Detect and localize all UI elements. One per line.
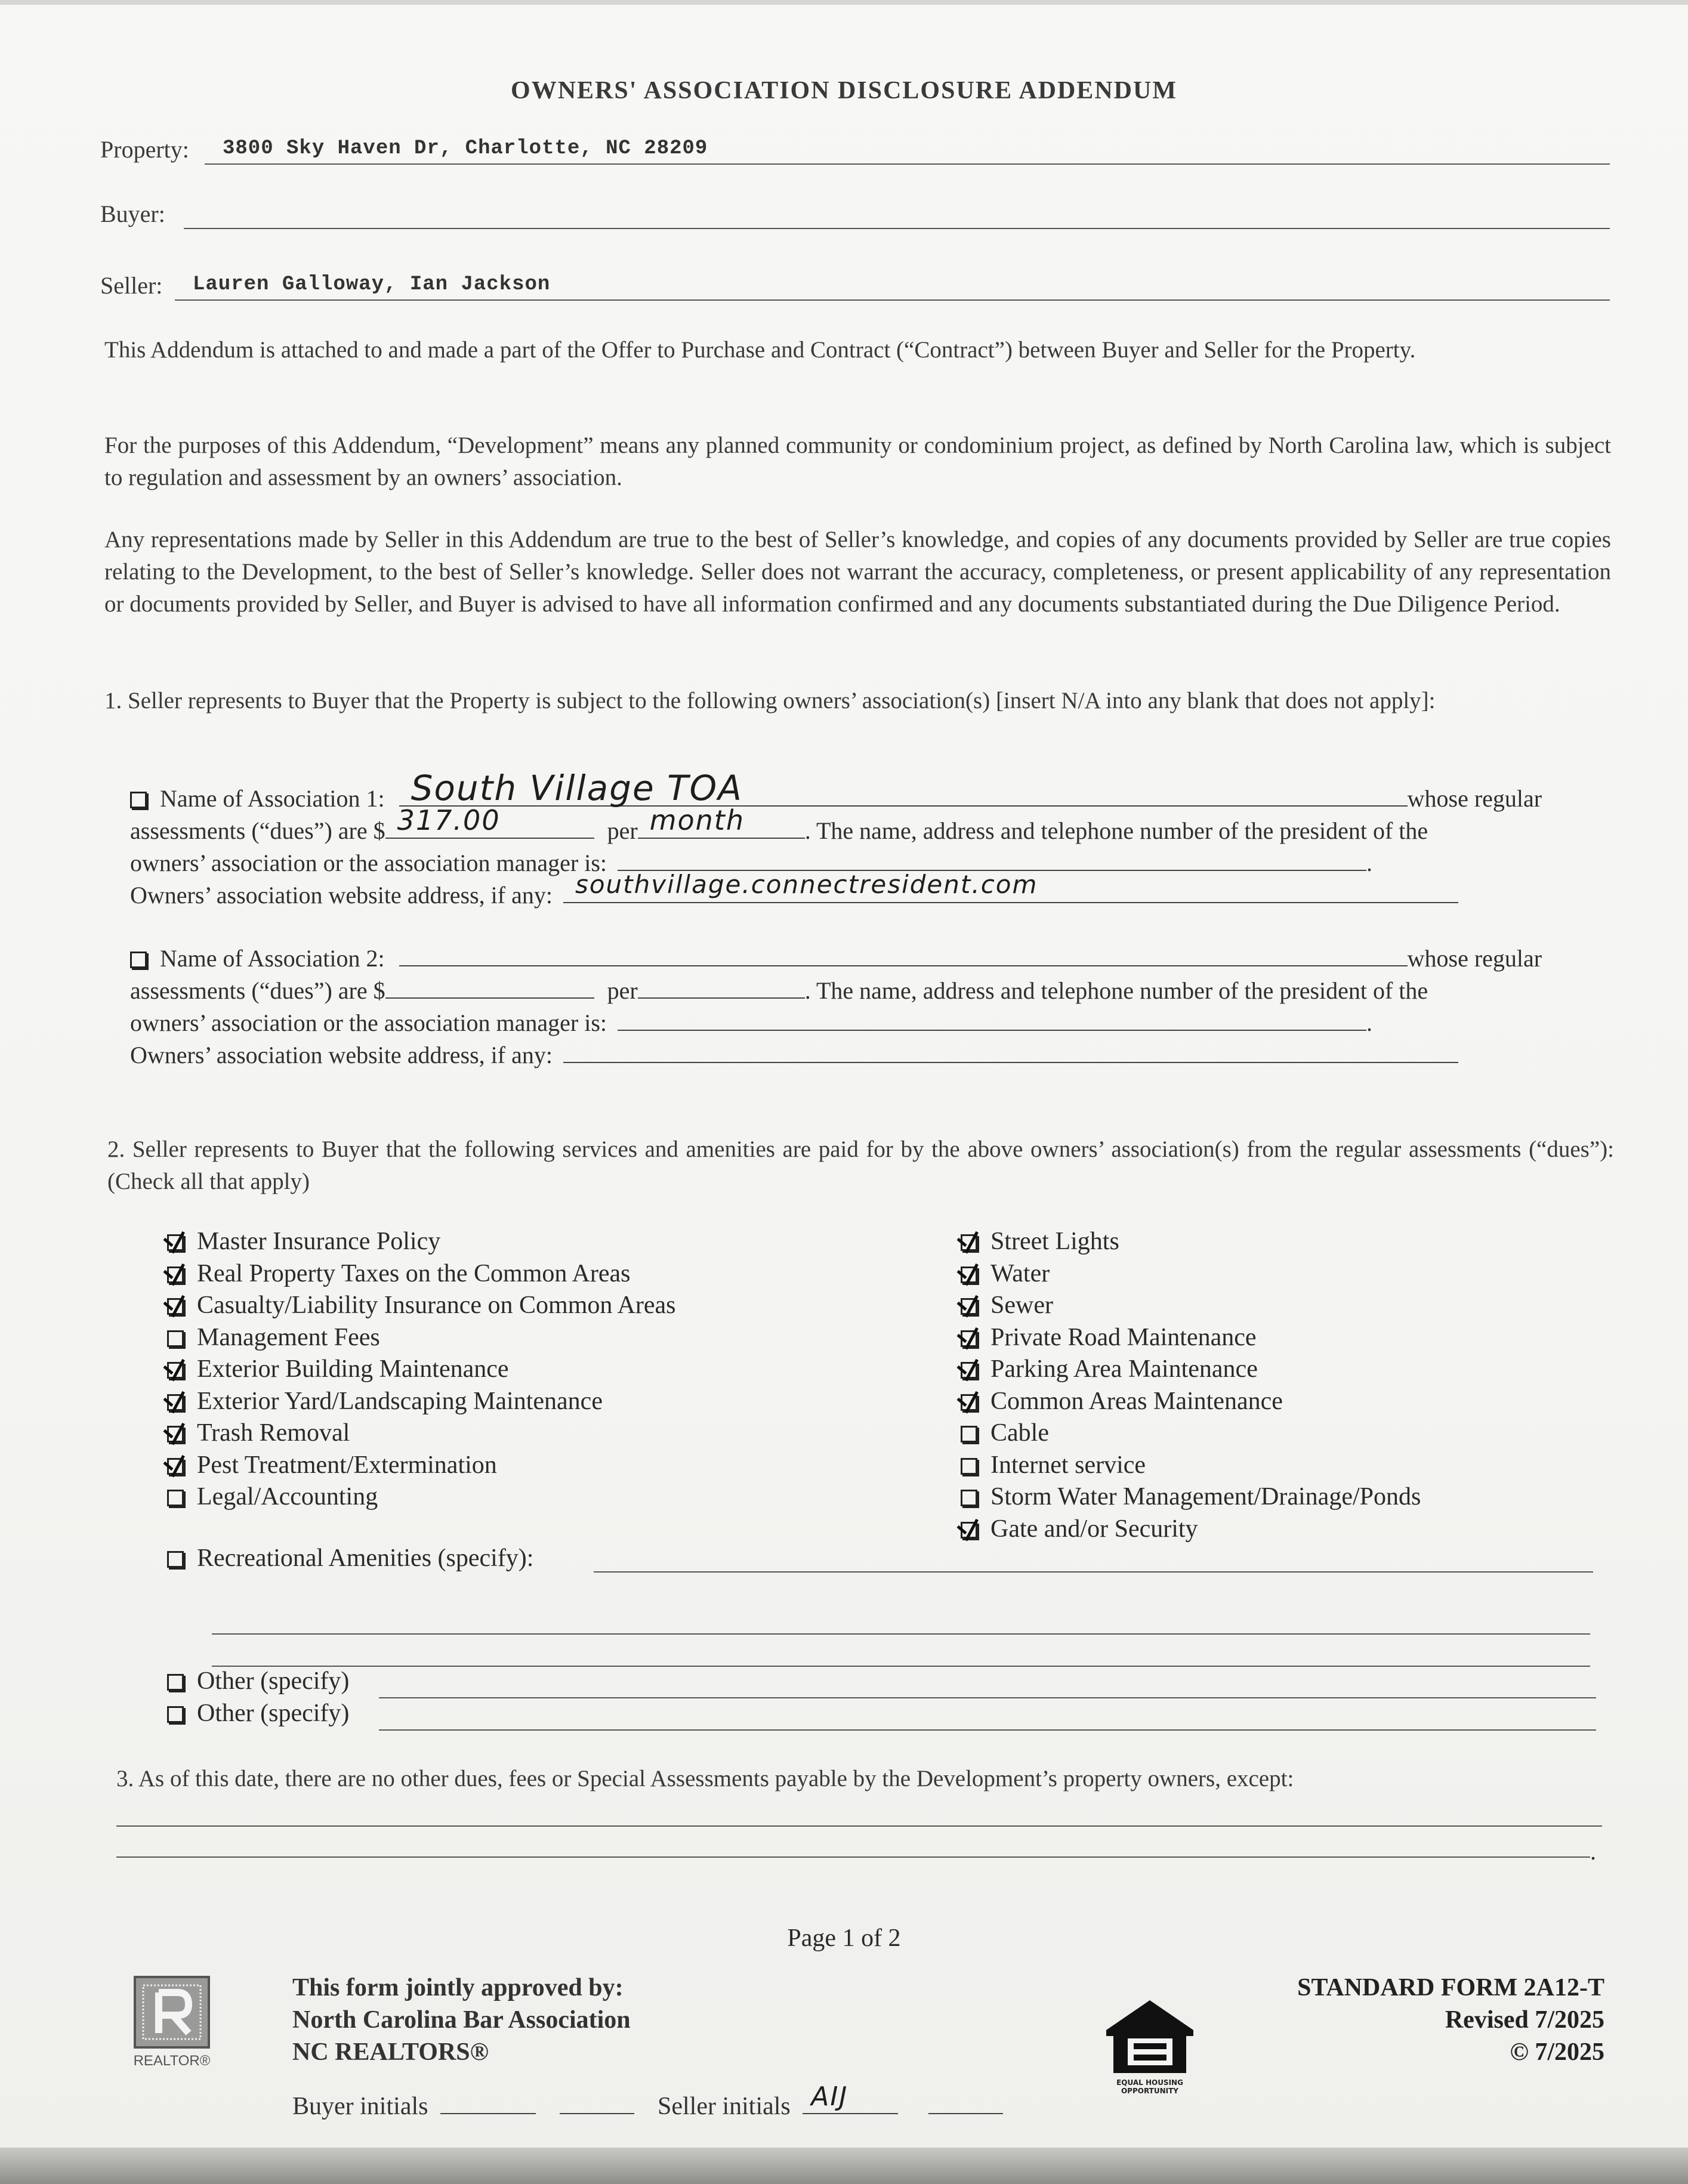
left-amenity-item — [167, 1417, 676, 1450]
section-3-line-2[interactable] — [116, 1856, 1590, 1858]
approval-line-3: NC REALTORS® — [292, 2038, 489, 2066]
section-3-paragraph: 3. As of this date, there are no other dues, fees or Special Assessments payable by the Development’s property owners, except: — [116, 1766, 1294, 1791]
property-line[interactable] — [205, 163, 1610, 165]
section-3-line-1[interactable] — [116, 1825, 1602, 1827]
checkbox-icon[interactable] — [167, 1426, 184, 1442]
association-1-dues-label: assessments (“dues”) are $ — [130, 817, 385, 844]
association-2-name-label: Name of Association 2: — [160, 945, 385, 972]
checkbox-icon[interactable] — [961, 1266, 977, 1283]
other-2-label: Other (specify) — [197, 1700, 350, 1727]
association-2-whose-regular: whose regular — [1407, 945, 1542, 972]
left-amenity-item — [167, 1386, 676, 1418]
amenity-label: Pest Treatment/Extermination — [197, 1451, 497, 1479]
association-1-website-field[interactable] — [563, 870, 1458, 903]
checkbox-icon[interactable] — [961, 1362, 977, 1379]
seller-label: Seller: — [100, 272, 163, 299]
association-2-manager-field[interactable] — [618, 1007, 1366, 1031]
checkbox-icon[interactable] — [961, 1522, 977, 1539]
amenity-label: Casualty/Liability Insurance on Common Areas — [197, 1292, 676, 1319]
seller-initials-value: AIJ — [811, 2081, 848, 2112]
section-2-paragraph: 2. Seller represents to Buyer that the following services and amenities are paid for by the above owners’ association(s) from the regular assessments (“dues”): (Check all that apply) — [107, 1136, 1614, 1194]
checkbox-icon[interactable] — [961, 1426, 977, 1442]
eho-text-1: EQUAL HOUSING — [1116, 2078, 1183, 2087]
realtor-r-logo-icon — [130, 1975, 214, 2070]
seller-field — [100, 268, 1610, 304]
association-1-per-field[interactable] — [638, 804, 805, 839]
association-2-manager-label: owners’ association or the association manager is: — [130, 1009, 607, 1036]
association-1-name-value: South Village TOA — [411, 768, 743, 808]
checkbox-icon[interactable] — [167, 1298, 184, 1315]
other-2-line[interactable] — [379, 1729, 1596, 1731]
association-1-block — [130, 768, 1610, 912]
scan-edge-bottom — [0, 2148, 1688, 2184]
checkbox-icon[interactable] — [167, 1394, 184, 1411]
scan-edge-top — [0, 0, 1688, 5]
amenity-label: Real Property Taxes on the Common Areas — [197, 1259, 631, 1287]
left-amenity-item — [167, 1258, 676, 1290]
right-amenity-item — [961, 1417, 1421, 1450]
amenity-label: Cable — [990, 1419, 1049, 1447]
checkbox-icon[interactable] — [961, 1394, 977, 1411]
seller-line[interactable] — [175, 299, 1610, 301]
approval-line-2: North Carolina Bar Association — [292, 2006, 631, 2034]
amenity-label: Exterior Building Maintenance — [197, 1355, 509, 1383]
recreational-amenities-line-1[interactable] — [594, 1571, 1593, 1573]
right-amenity-item — [961, 1258, 1421, 1290]
association-2-per-label: per — [607, 977, 638, 1004]
approval-line-1: This form jointly approved by: — [292, 1974, 624, 2001]
association-1-manager-field[interactable] — [618, 847, 1366, 871]
amenity-label: Parking Area Maintenance — [990, 1355, 1258, 1383]
left-amenity-item — [167, 1481, 676, 1513]
definition-paragraph: For the purposes of this Addendum, “Development” means any planned community or condominium project, as defined by North Carolina law, which is subject to regulation and assessment by an owners’ association. — [104, 433, 1611, 490]
property-field — [100, 132, 1610, 168]
form-id-block — [1297, 1972, 1604, 2068]
amenity-label: Common Areas Maintenance — [990, 1387, 1283, 1415]
association-1-website-label: Owners’ association website address, if any: — [130, 882, 553, 909]
amenity-label: Gate and/or Security — [990, 1515, 1198, 1543]
association-2-per-field[interactable] — [638, 975, 805, 999]
association-2-checkbox-icon[interactable] — [130, 952, 147, 968]
association-1-per-value: month — [649, 804, 745, 836]
amenity-label: Storm Water Management/Drainage/Ponds — [990, 1483, 1421, 1510]
section-1-paragraph: 1. Seller represents to Buyer that the Property is subject to the following owners’ association(s) [insert N/A into any blank that does not apply]: — [104, 688, 1436, 713]
amenity-label: Trash Removal — [197, 1419, 350, 1447]
association-1-whose-regular: whose regular — [1407, 785, 1542, 812]
amenity-label: Sewer — [990, 1292, 1053, 1319]
seller-value: Lauren Galloway, Ian Jackson — [193, 273, 551, 296]
property-value: 3800 Sky Haven Dr, Charlotte, NC 28209 — [223, 137, 708, 160]
recreational-amenities-label: Recreational Amenities (specify): — [197, 1544, 534, 1572]
checkbox-icon[interactable] — [961, 1458, 977, 1475]
association-1-name-label: Name of Association 1: — [160, 785, 385, 812]
other-1-checkbox-icon[interactable] — [167, 1674, 184, 1691]
eho-text-2: OPPORTUNITY — [1121, 2087, 1179, 2095]
buyer-field — [100, 197, 1610, 233]
left-amenity-item — [167, 1322, 676, 1354]
checkbox-icon[interactable] — [167, 1458, 184, 1475]
left-amenity-item — [167, 1354, 676, 1386]
amenity-label: Internet service — [990, 1451, 1146, 1479]
association-1-website-value: southvillage.connectresident.com — [575, 870, 1038, 899]
checkbox-icon[interactable] — [167, 1362, 184, 1379]
right-amenity-item — [961, 1450, 1421, 1482]
intro-paragraph: This Addendum is attached to and made a part of the Offer to Purchase and Contract (“Contract”) between Buyer and Seller for the Property. — [104, 337, 1416, 363]
equal-housing-house-icon — [1098, 1995, 1202, 2097]
right-amenity-item — [961, 1386, 1421, 1418]
association-1-name-field[interactable] — [399, 768, 1408, 808]
right-amenity-item — [961, 1513, 1421, 1546]
association-1-manager-period: . — [1366, 849, 1373, 876]
amenity-label: Street Lights — [990, 1228, 1119, 1255]
page-number: Page 1 of 2 — [787, 1924, 901, 1952]
other-1-label: Other (specify) — [197, 1667, 350, 1695]
checkbox-icon[interactable] — [961, 1234, 977, 1251]
association-2-manager-period: . — [1366, 1009, 1373, 1036]
seller-initials-field-2[interactable] — [928, 2088, 1003, 2114]
recreational-amenities-row — [167, 1543, 1593, 1575]
association-1-per-label: per — [607, 817, 638, 844]
recreational-amenities-checkbox-icon[interactable] — [167, 1551, 184, 1568]
section-3-period: . — [1590, 1838, 1596, 1865]
right-amenity-item — [961, 1481, 1421, 1513]
association-2-dues-field[interactable] — [385, 975, 594, 999]
buyer-line[interactable] — [184, 228, 1610, 229]
buyer-initials-field-1[interactable] — [440, 2088, 536, 2114]
right-amenity-item — [961, 1290, 1421, 1322]
checkbox-icon[interactable] — [167, 1490, 184, 1506]
amenity-label: Legal/Accounting — [197, 1483, 378, 1510]
other-specify-row-1 — [167, 1666, 349, 1698]
association-1-checkbox-icon[interactable] — [130, 792, 147, 808]
association-2-website-label: Owners’ association website address, if any: — [130, 1042, 553, 1068]
form-revised: Revised 7/2025 — [1445, 2006, 1604, 2034]
seller-initials-label: Seller initials — [657, 2093, 791, 2120]
amenity-label: Master Insurance Policy — [197, 1228, 441, 1255]
amenity-label: Exterior Yard/Landscaping Maintenance — [197, 1387, 603, 1415]
amenity-label: Management Fees — [197, 1323, 380, 1351]
right-amenity-item — [961, 1226, 1421, 1258]
association-2-president-text: . The name, address and telephone number of the president of the — [804, 977, 1428, 1004]
association-1-dues-field[interactable] — [385, 804, 594, 839]
association-2-name-field[interactable] — [399, 943, 1408, 966]
amenities-left-column — [167, 1226, 676, 1513]
association-2-dues-label: assessments (“dues”) are $ — [130, 977, 385, 1004]
document-title: OWNERS' ASSOCIATION DISCLOSURE ADDENDUM — [511, 77, 1177, 104]
checkbox-icon[interactable] — [961, 1298, 977, 1315]
right-amenity-item — [961, 1322, 1421, 1354]
initials-row — [292, 2081, 1003, 2121]
approval-block — [292, 1972, 631, 2068]
other-specify-row-2 — [167, 1698, 349, 1730]
buyer-label: Buyer: — [100, 200, 165, 227]
seller-initials-field-1[interactable] — [803, 2081, 898, 2114]
amenity-label: Water — [990, 1259, 1050, 1287]
checkbox-icon[interactable] — [167, 1266, 184, 1283]
checkbox-icon[interactable] — [167, 1234, 184, 1251]
buyer-initials-field-2[interactable] — [560, 2088, 634, 2114]
form-copyright: © 7/2025 — [1510, 2038, 1604, 2066]
association-2-website-field[interactable] — [563, 1039, 1458, 1063]
realtor-logo-text: REALTOR® — [133, 2053, 211, 2069]
association-2-block — [130, 943, 1610, 1071]
representations-paragraph: Any representations made by Seller in this Addendum are true to the best of Seller’s knowledge, and copies of any documents provided by Seller are true copies relating to the Development, to the best of Seller’s knowledge. Seller does not warrant the accuracy, completeness, or present applicability of any representation or documents provided by Seller, and Buyer is advised to have all information confirmed and any documents substantiated during the Due Diligence Period. — [104, 527, 1611, 617]
association-1-president-text: . The name, address and telephone number of the president of the — [804, 817, 1428, 844]
recreational-amenities-line-3[interactable] — [212, 1666, 1590, 1667]
amenity-label: Private Road Maintenance — [990, 1323, 1257, 1351]
form-number: STANDARD FORM 2A12-T — [1297, 1974, 1604, 2001]
buyer-initials-label: Buyer initials — [292, 2093, 428, 2120]
recreational-amenities-line-2[interactable] — [212, 1633, 1590, 1635]
other-1-line[interactable] — [379, 1697, 1596, 1698]
property-label: Property: — [100, 136, 189, 163]
checkbox-icon[interactable] — [167, 1330, 184, 1347]
left-amenity-item — [167, 1450, 676, 1482]
amenities-right-column — [961, 1226, 1421, 1545]
checkbox-icon[interactable] — [961, 1330, 977, 1347]
other-2-checkbox-icon[interactable] — [167, 1706, 184, 1723]
association-1-dues-value: 317.00 — [397, 804, 501, 836]
association-1-manager-label: owners’ association or the association manager is: — [130, 849, 607, 876]
left-amenity-item — [167, 1226, 676, 1258]
left-amenity-item — [167, 1290, 676, 1322]
right-amenity-item — [961, 1354, 1421, 1386]
checkbox-icon[interactable] — [961, 1490, 977, 1506]
